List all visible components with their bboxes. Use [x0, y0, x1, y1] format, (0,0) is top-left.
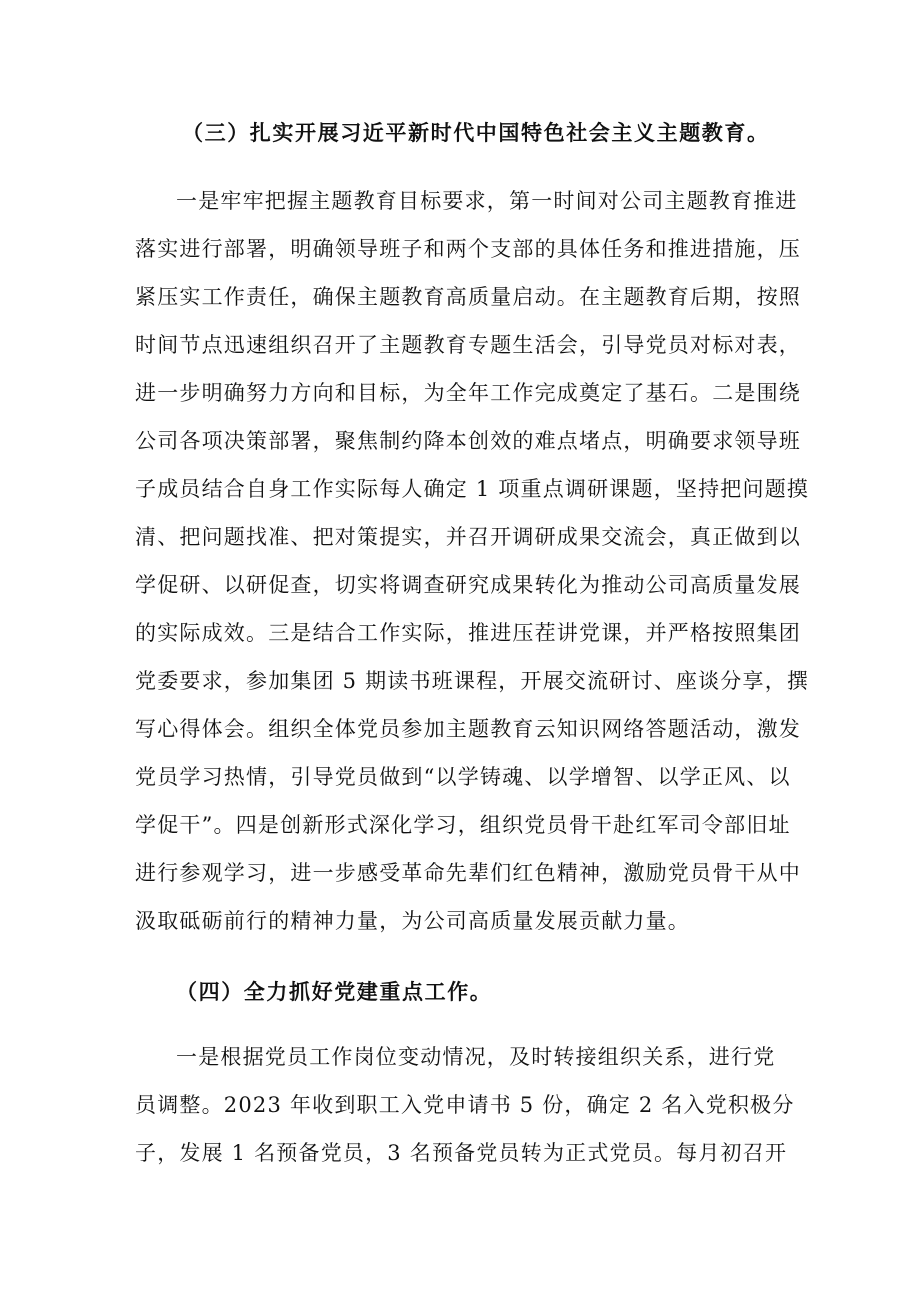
- paragraph-line: 一是牢牢把握主题教育目标要求，第一时间对公司主题教育推进: [176, 189, 798, 213]
- paragraph-line: 子，发展 1 名预备党员，3 名预备党员转为正式党员。每月初召开: [135, 1141, 788, 1165]
- section-heading-4: （四）全力抓好党建重点工作。: [176, 979, 493, 1004]
- section-heading-3: （三）扎实开展习近平新时代中国特色社会主义主题教育。: [182, 120, 770, 145]
- paragraph-line: 员调整。2023 年收到职工入党申请书 5 份，确定 2 名入党积极分: [135, 1093, 795, 1117]
- paragraph-line: 清、把问题找准、把对策提实，并召开调研成果交流会，真正做到以: [135, 525, 801, 549]
- paragraph-line: 子成员结合自身工作实际每人确定 1 项重点调研课题，坚持把问题摸: [135, 477, 810, 501]
- paragraph-line: 汲取砥砺前行的精神力量，为公司高质量发展贡献力量。: [135, 909, 690, 933]
- paragraph-line: 公司各项决策部署，聚焦制约降本创效的难点堵点，明确要求领导班: [135, 429, 801, 453]
- paragraph-line: 党委要求，参加集团 5 期读书班课程，开展交流研讨、座谈分享，撰: [135, 669, 810, 693]
- paragraph-line: 的实际成效。三是结合工作实际，推进压茬讲党课，并严格按照集团: [135, 621, 801, 645]
- paragraph-line: 进一步明确努力方向和目标，为全年工作完成奠定了基石。二是围绕: [135, 381, 801, 405]
- paragraph-line: 紧压实工作责任，确保主题教育高质量启动。在主题教育后期，按照: [135, 285, 801, 309]
- paragraph-line: 一是根据党员工作岗位变动情况，及时转接组织关系，进行党: [176, 1045, 776, 1069]
- paragraph-line: 写心得体会。组织全体党员参加主题教育云知识网络答题活动，激发: [135, 717, 801, 741]
- paragraph-line: 党员学习热情，引导党员做到“以学铸魂、以学增智、以学正风、以: [135, 765, 791, 789]
- paragraph-line: 学促干”。四是创新形式深化学习，组织党员骨干赴红军司令部旧址: [135, 813, 791, 837]
- paragraph-line: 进行参观学习，进一步感受革命先辈们红色精神，激励党员骨干从中: [135, 861, 801, 885]
- paragraph-line: 时间节点迅速组织召开了主题教育专题生活会，引导党员对标对表，: [135, 333, 801, 357]
- paragraph-line: 学促研、以研促查，切实将调查研究成果转化为推动公司高质量发展: [135, 573, 801, 597]
- paragraph-line: 落实进行部署，明确领导班子和两个支部的具体任务和推进措施，压: [135, 237, 801, 261]
